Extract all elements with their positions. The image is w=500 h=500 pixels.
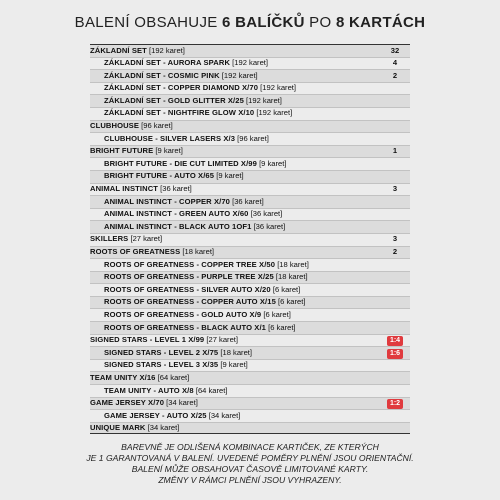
- set-name: ANIMAL INSTINCT - GREEN AUTO X/60: [104, 209, 249, 219]
- list-item-name: [90, 196, 380, 209]
- set-name: CLUBHOUSE - SILVER LASERS X/3: [104, 133, 236, 143]
- list-item-name: [90, 170, 380, 183]
- card-count: [34 karet]: [145, 422, 180, 432]
- card-count: [9 karet]: [218, 360, 248, 370]
- set-name: BRIGHT FUTURE - DIE CUT LIMITED X/99: [104, 158, 257, 168]
- list-item: [90, 107, 410, 120]
- list-item: [90, 246, 410, 259]
- list-item: [90, 157, 410, 170]
- card-count: [192 karet]: [258, 83, 297, 93]
- odds-cell: [380, 334, 410, 347]
- list-item: [90, 271, 410, 284]
- list-item-name: [90, 82, 380, 95]
- card-count: [36 karet]: [248, 209, 283, 219]
- list-item: [90, 258, 410, 271]
- card-count: [6 karet]: [261, 309, 291, 319]
- list-item-name: [90, 322, 380, 335]
- list-item-name: [90, 95, 380, 108]
- card-count: [36 karet]: [229, 196, 264, 206]
- list-item: [90, 120, 410, 133]
- set-name: ZÁKLADNÍ SET - COSMIC PINK: [104, 70, 220, 80]
- odds-cell: [380, 347, 410, 360]
- list-item: [90, 384, 410, 397]
- set-name: ROOTS OF GREATNESS: [90, 247, 181, 256]
- list-item: [90, 132, 410, 145]
- list-item: [90, 170, 410, 183]
- list-item: [90, 283, 410, 296]
- card-count: [27 karet]: [128, 234, 163, 244]
- list-item: [90, 233, 410, 246]
- list-item: [90, 220, 410, 233]
- set-name: ANIMAL INSTINCT - COPPER X/70: [104, 196, 230, 206]
- list-item-name: [90, 120, 380, 133]
- set-name: ROOTS OF GREATNESS - COPPER AUTO X/15: [104, 297, 276, 307]
- card-count: [18 karet]: [180, 247, 215, 256]
- heading-prefix: BALENÍ OBSAHUJE: [74, 14, 223, 31]
- card-count: [192 karet]: [254, 108, 293, 118]
- list-item: [90, 321, 410, 334]
- list-item-name: [90, 57, 380, 70]
- set-name: ROOTS OF GREATNESS - BLACK AUTO X/1: [104, 322, 266, 332]
- list-item: [90, 183, 410, 196]
- list-item-name: [90, 70, 380, 83]
- set-name: GAME JERSEY X/70: [90, 398, 165, 408]
- odds-badge: 1:6: [387, 349, 403, 359]
- card-count: [36 karet]: [251, 221, 286, 231]
- card-odds-list: [90, 44, 410, 434]
- page-heading: [0, 14, 500, 31]
- set-name: ROOTS OF GREATNESS - GOLD AUTO X/9: [104, 309, 262, 319]
- list-item-name: [90, 372, 380, 385]
- list-item-name: [90, 107, 380, 120]
- list-item: [90, 397, 410, 410]
- card-count: [6 karet]: [266, 322, 296, 332]
- set-name: ZÁKLADNÍ SET - COPPER DIAMOND X/70: [104, 83, 259, 93]
- card-count: [192 karet]: [230, 58, 269, 68]
- list-item-name: [90, 359, 380, 372]
- set-name: UNIQUE MARK: [90, 422, 146, 432]
- card-count: [18 karet]: [275, 259, 309, 269]
- list-item-name: [90, 183, 380, 196]
- list-item: [90, 44, 410, 57]
- list-item-name: [90, 246, 380, 259]
- card-count: [6 karet]: [275, 297, 306, 307]
- footnote-line: ZMĚNY V RÁMCI PLNĚNÍ JSOU VYHRAZENY.: [158, 475, 342, 485]
- set-name: TEAM UNITY - AUTO X/8: [104, 385, 194, 395]
- card-count: [64 karet]: [193, 385, 228, 395]
- set-name: SIGNED STARS - LEVEL 3 X/35: [104, 360, 219, 370]
- list-item: [90, 334, 410, 347]
- card-count: [96 karet]: [235, 133, 269, 143]
- list-item: [90, 94, 410, 107]
- list-item-name: [90, 410, 380, 423]
- list-item-name: [90, 145, 380, 158]
- list-item-name: [90, 284, 380, 297]
- card-count: [27 karet]: [204, 335, 239, 345]
- heading-middle: PO: [304, 14, 336, 31]
- footnote-line: BALENÍ MŮŽE OBSAHOVAT ČASOVĚ LIMITOVANÉ KARTY.: [131, 464, 369, 474]
- set-name: SIGNED STARS - LEVEL 1 X/99: [90, 335, 205, 345]
- set-name: ROOTS OF GREATNESS - PURPLE TREE X/25: [104, 272, 274, 282]
- card-count: [34 karet]: [164, 398, 198, 408]
- list-item: [90, 145, 410, 158]
- set-name: ANIMAL INSTINCT - BLACK AUTO 1OF1: [104, 221, 252, 231]
- card-count: [9 karet]: [256, 158, 287, 168]
- list-item-name: [90, 233, 380, 246]
- set-name: CLUBHOUSE: [90, 121, 139, 131]
- list-item-name: [90, 133, 380, 146]
- pack-quantity: 3: [392, 234, 398, 244]
- set-name: GAME JERSEY - AUTO X/25: [104, 410, 207, 420]
- footnote-line: JE 1 GARANTOVANÁ V BALENÍ. UVEDENÉ POMĚRY PLNĚNÍ JSOU ORIENTAČNÍ.: [86, 453, 414, 463]
- set-name: ZÁKLADNÍ SET - AURORA SPARK: [104, 58, 231, 68]
- list-item-name: [90, 334, 380, 347]
- set-name: BRIGHT FUTURE - AUTO X/65: [104, 171, 215, 181]
- odds-cell: [380, 397, 410, 410]
- list-item: [90, 69, 410, 82]
- list-item-name: [90, 158, 380, 171]
- set-name: ROOTS OF GREATNESS - SILVER AUTO X/20: [104, 284, 271, 294]
- list-item: [90, 308, 410, 321]
- list-item-name: [90, 45, 380, 58]
- card-count: [18 karet]: [273, 272, 308, 282]
- set-name: ZÁKLADNÍ SET - GOLD GLITTER X/25: [104, 95, 244, 105]
- odds-badge: 1:4: [387, 336, 403, 346]
- set-name: ANIMAL INSTINCT: [90, 184, 159, 194]
- list-item: [90, 346, 410, 359]
- pack-quantity: 4: [392, 58, 398, 68]
- list-item: [90, 359, 410, 372]
- list-item-name: [90, 259, 380, 272]
- set-name: ZÁKLADNÍ SET: [90, 45, 147, 55]
- pack-quantity: 3: [392, 184, 398, 194]
- card-count: [18 karet]: [218, 347, 253, 357]
- set-name: SIGNED STARS - LEVEL 2 X/75: [104, 347, 219, 357]
- list-item: [90, 82, 410, 95]
- pack-quantity: 32: [390, 45, 400, 55]
- list-item: [90, 371, 410, 384]
- card-count: [6 karet]: [270, 284, 301, 294]
- list-item-name: [90, 221, 380, 234]
- set-name: BRIGHT FUTURE: [90, 146, 154, 156]
- odds-badge: 1:2: [387, 399, 403, 409]
- pack-quantity: 2: [392, 247, 398, 256]
- card-count: [192 karet]: [146, 45, 185, 55]
- footnote-line: BAREVNĚ JE ODLIŠENÁ KOMBINACE KARTIČEK, ZE KTERÝCH: [121, 442, 379, 452]
- card-count: [192 karet]: [219, 70, 258, 80]
- list-item: [90, 422, 410, 435]
- list-item: [90, 208, 410, 221]
- list-item-name: [90, 385, 380, 398]
- list-item-name: [90, 347, 380, 360]
- card-count: [64 karet]: [155, 372, 190, 382]
- list-item: [90, 296, 410, 309]
- set-name: ZÁKLADNÍ SET - NIGHTFIRE GLOW X/10: [104, 108, 255, 118]
- heading-packs: 6 BALÍČKŮ: [222, 14, 305, 31]
- set-name: SKILLERS: [90, 234, 129, 244]
- list-item-name: [90, 208, 380, 221]
- heading-cards: 8 KARTÁCH: [335, 14, 426, 31]
- card-count: [34 karet]: [206, 410, 241, 420]
- card-count: [36 karet]: [158, 184, 192, 194]
- list-item: [90, 57, 410, 70]
- pack-quantity: 1: [392, 146, 398, 156]
- set-name: TEAM UNITY X/16: [90, 372, 156, 382]
- list-item-name: [90, 309, 380, 322]
- card-count: [96 karet]: [139, 121, 173, 131]
- set-name: ROOTS OF GREATNESS - COPPER TREE X/50: [104, 259, 276, 269]
- card-count: [9 karet]: [153, 146, 183, 156]
- card-count: [192 karet]: [243, 95, 282, 105]
- list-item-name: [90, 296, 380, 309]
- card-count: [9 karet]: [214, 171, 244, 181]
- list-item: [90, 409, 410, 422]
- footnote: [0, 442, 500, 486]
- list-item-name: [90, 422, 380, 435]
- list-item: [90, 195, 410, 208]
- pack-quantity: 2: [392, 70, 398, 80]
- list-item-name: [90, 397, 380, 410]
- list-item-name: [90, 271, 380, 284]
